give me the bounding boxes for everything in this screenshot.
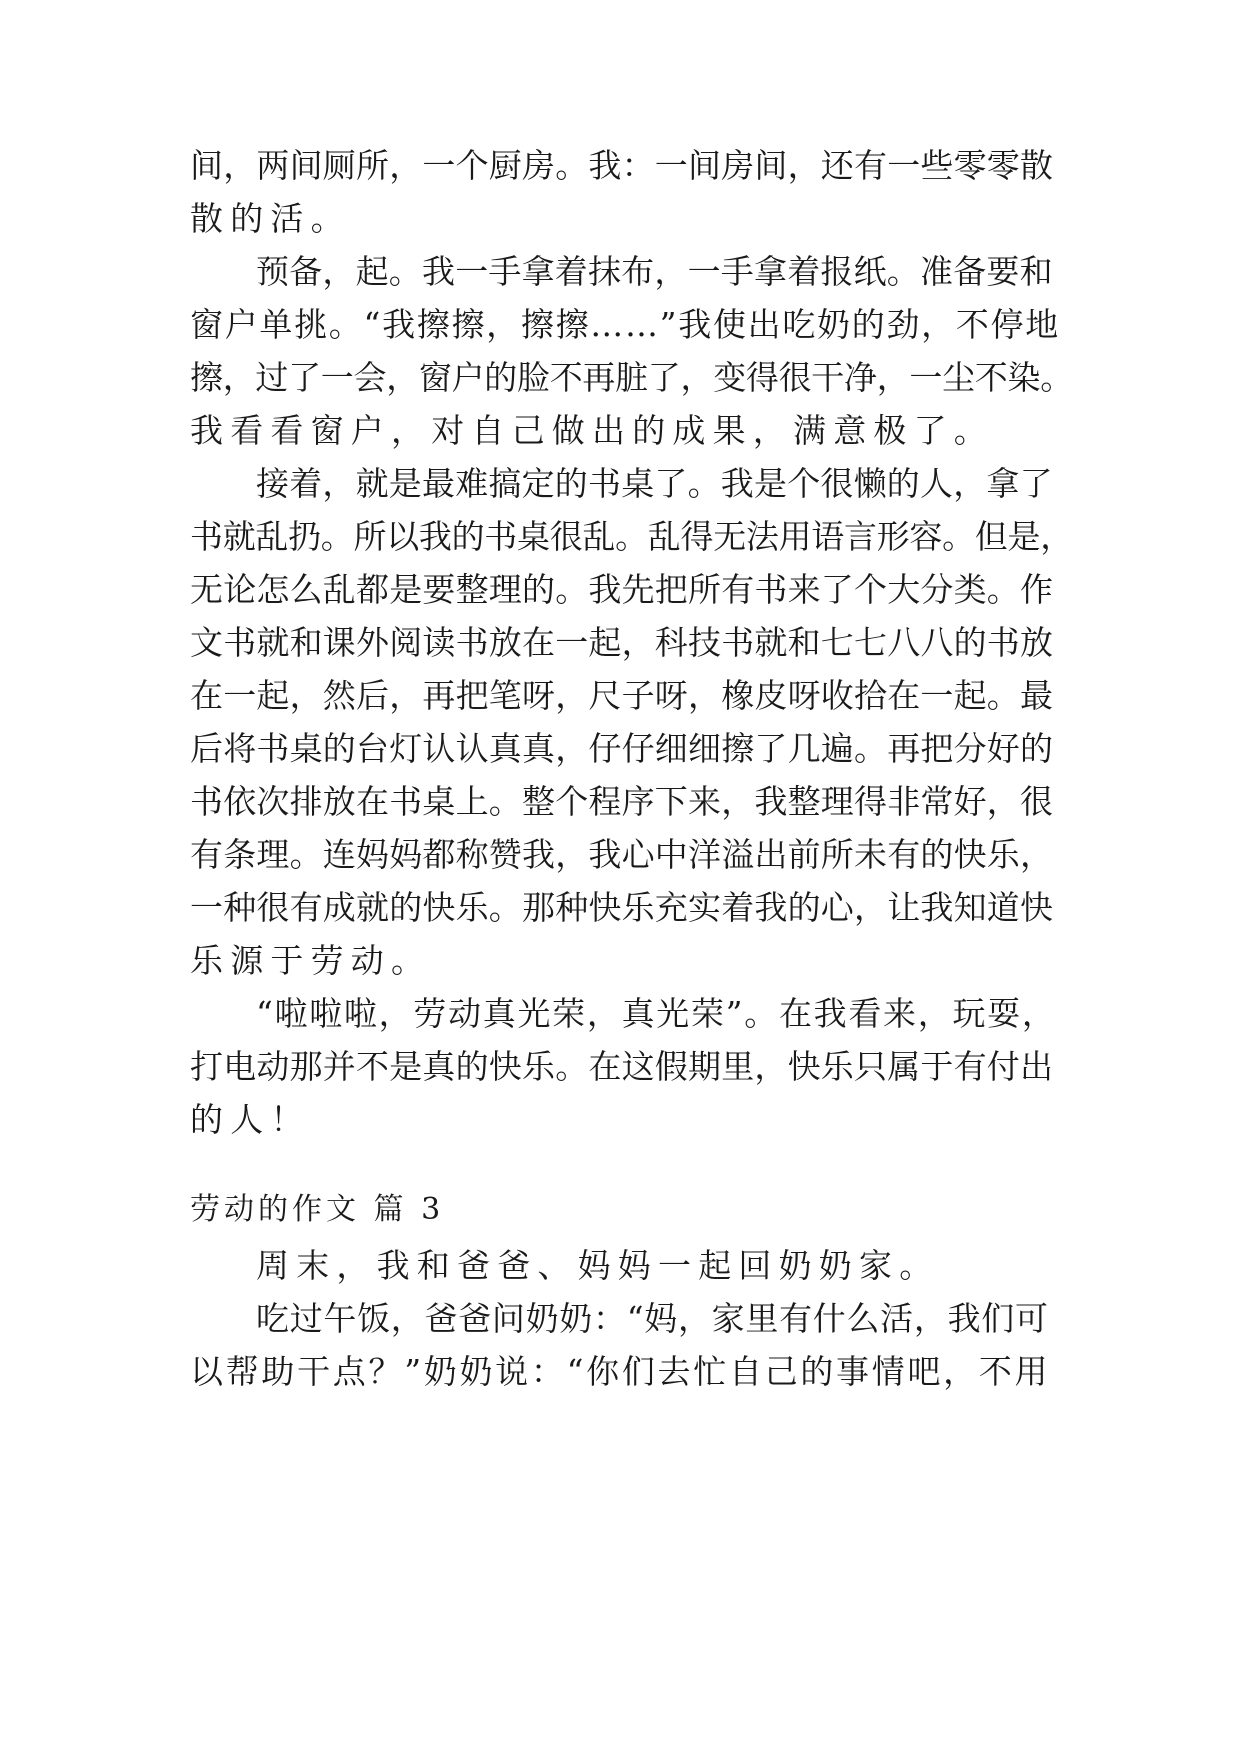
text-line: 周末，我和爸爸、妈妈一起回奶奶家。: [256, 1246, 940, 1285]
text-line: 接着，就是最难搞定的书桌了。我是个很懒的人，拿了: [256, 464, 1053, 503]
text-line: 书就乱扔。所以我的书桌很乱。乱得无法用语言形容。但是，: [190, 517, 1073, 556]
text-line: 乐源于劳动。: [190, 941, 432, 980]
text-line: 的人！: [190, 1100, 311, 1139]
text-line: 窗户单挑。“我擦擦，擦擦……”我使出吃奶的劲，不停地: [190, 305, 1060, 344]
text-line: 预备，起。我一手拿着抹布，一手拿着报纸。准备要和: [256, 252, 1053, 291]
text-line: 文书就和课外阅读书放在一起，科技书就和七七八八的书放: [190, 623, 1054, 662]
text-line: 后将书桌的台灯认认真真，仔仔细细擦了几遍。再把分好的: [190, 729, 1054, 768]
text-line: 在一起，然后，再把笔呀，尺子呀，橡皮呀收拾在一起。最: [190, 676, 1054, 715]
text-line: 一种很有成就的快乐。那种快乐充实着我的心，让我知道快: [190, 888, 1054, 927]
text-line: “啦啦啦，劳动真光荣，真光荣”。在我看来，玩耍，: [256, 994, 1057, 1033]
text-line: 我看看窗户，对自己做出的成果，满意极了。: [190, 411, 994, 450]
text-line: 吃过午饭，爸爸问奶奶：“妈，家里有什么活，我们可: [256, 1299, 1049, 1338]
text-line: 有条理。连妈妈都称赞我，我心中洋溢出前所未有的快乐，: [190, 835, 1054, 874]
text-line: 擦，过了一会，窗户的脸不再脏了，变得很干净，一尘不染。: [190, 358, 1073, 397]
section-heading: 劳动的作文 篇 3: [190, 1192, 445, 1227]
text-line: 以帮助干点？”奶奶说：“你们去忙自己的事情吧，不用: [190, 1352, 1051, 1391]
text-line: 散的活。: [190, 199, 351, 238]
text-line: 间，两间厕所，一个厨房。我：一间房间，还有一些零零散: [190, 146, 1054, 185]
text-line: 打电动那并不是真的快乐。在这假期里，快乐只属于有付出: [190, 1047, 1054, 1086]
text-line: 无论怎么乱都是要整理的。我先把所有书来了个大分类。作: [190, 570, 1054, 609]
text-line: 书依次排放在书桌上。整个程序下来，我整理得非常好，很: [190, 782, 1054, 821]
